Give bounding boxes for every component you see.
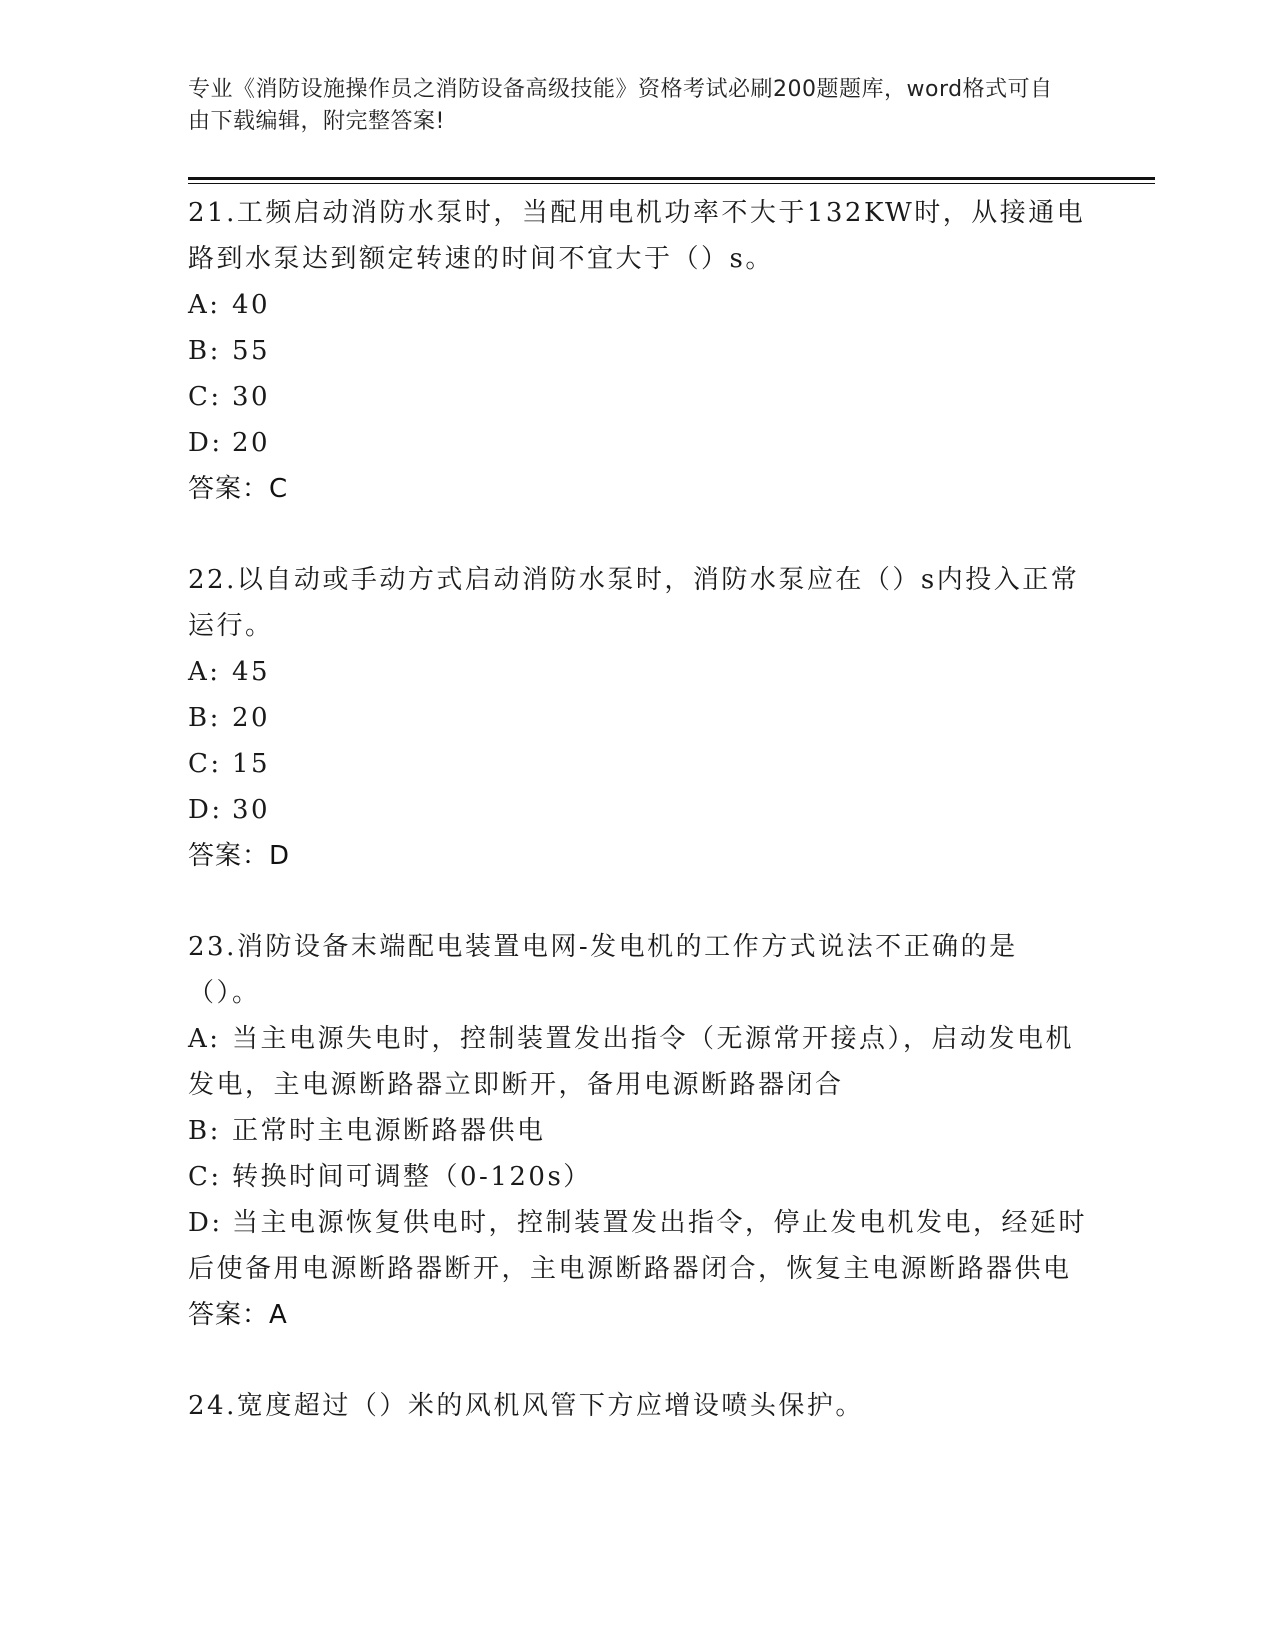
- option-key: A:: [188, 657, 221, 687]
- question-stem: 23.消防设备末端配电装置电网-发电机的工作方式说法不正确的是（）。: [188, 932, 1018, 1008]
- option-text: 当主电源失电时，控制装置发出指令（无源常开接点），启动发电机发电，主电源断路器立即断开，备用电源断路器闭合: [188, 1024, 1075, 1100]
- option-key: C:: [188, 382, 222, 412]
- option-key: A:: [188, 290, 221, 320]
- option-key: D:: [188, 1208, 223, 1238]
- option-text: 55: [232, 336, 271, 366]
- document-header: 专业《消防设施操作员之消防设备高级技能》资格考试必刷200题题库，word格式可自由下载编辑，附完整答案!: [188, 77, 1053, 134]
- option-key: C:: [188, 1162, 222, 1192]
- option-text: 当主电源恢复供电时，控制装置发出指令，停止发电机发电，经延时后使备用电源断路器断开，主电源断路器闭合，恢复主电源断路器供电: [188, 1208, 1088, 1284]
- answer-line: 答案：C: [188, 474, 289, 504]
- option-text: 45: [232, 657, 271, 687]
- option-key: B:: [188, 336, 221, 366]
- option-text: 30: [232, 795, 271, 825]
- option-c: [188, 1154, 1088, 1200]
- option-text: 40: [232, 290, 271, 320]
- option-key: B:: [188, 703, 221, 733]
- option-b: [188, 328, 1088, 374]
- header-divider: [188, 177, 1155, 180]
- option-text: 20: [232, 428, 271, 458]
- option-key: D:: [188, 795, 223, 825]
- option-key: D:: [188, 428, 223, 458]
- question-24: [188, 1383, 1088, 1429]
- answer-line: 答案：A: [188, 1300, 288, 1330]
- option-a: [188, 649, 1088, 695]
- option-text: 20: [232, 703, 271, 733]
- option-text: 正常时主电源断路器供电: [232, 1116, 546, 1146]
- option-a: [188, 1016, 1088, 1108]
- header-divider-thin: [188, 183, 1155, 184]
- answer-line: 答案：D: [188, 841, 291, 871]
- question-22: [188, 557, 1088, 879]
- option-text: 转换时间可调整（0-120s）: [232, 1162, 592, 1192]
- option-d: [188, 420, 1088, 466]
- question-23: [188, 924, 1088, 1338]
- question-21: [188, 190, 1088, 512]
- option-a: [188, 282, 1088, 328]
- option-b: [188, 695, 1088, 741]
- question-stem: 22.以自动或手动方式启动消防水泵时，消防水泵应在（）s内投入正常运行。: [188, 565, 1080, 641]
- question-stem: 24.宽度超过（）米的风机风管下方应增设喷头保护。: [188, 1391, 864, 1421]
- option-d: [188, 787, 1088, 833]
- option-text: 15: [232, 749, 271, 779]
- option-key: A:: [188, 1024, 221, 1054]
- option-key: C:: [188, 749, 222, 779]
- question-stem: 21.工频启动消防水泵时，当配用电机功率不大于132KW时，从接通电路到水泵达到额定转速的时间不宜大于（）s。: [188, 198, 1086, 274]
- option-text: 30: [232, 382, 271, 412]
- option-c: [188, 741, 1088, 787]
- option-key: B:: [188, 1116, 221, 1146]
- option-c: [188, 374, 1088, 420]
- option-d: [188, 1200, 1088, 1292]
- question-list: [188, 190, 1088, 1474]
- option-b: [188, 1108, 1088, 1154]
